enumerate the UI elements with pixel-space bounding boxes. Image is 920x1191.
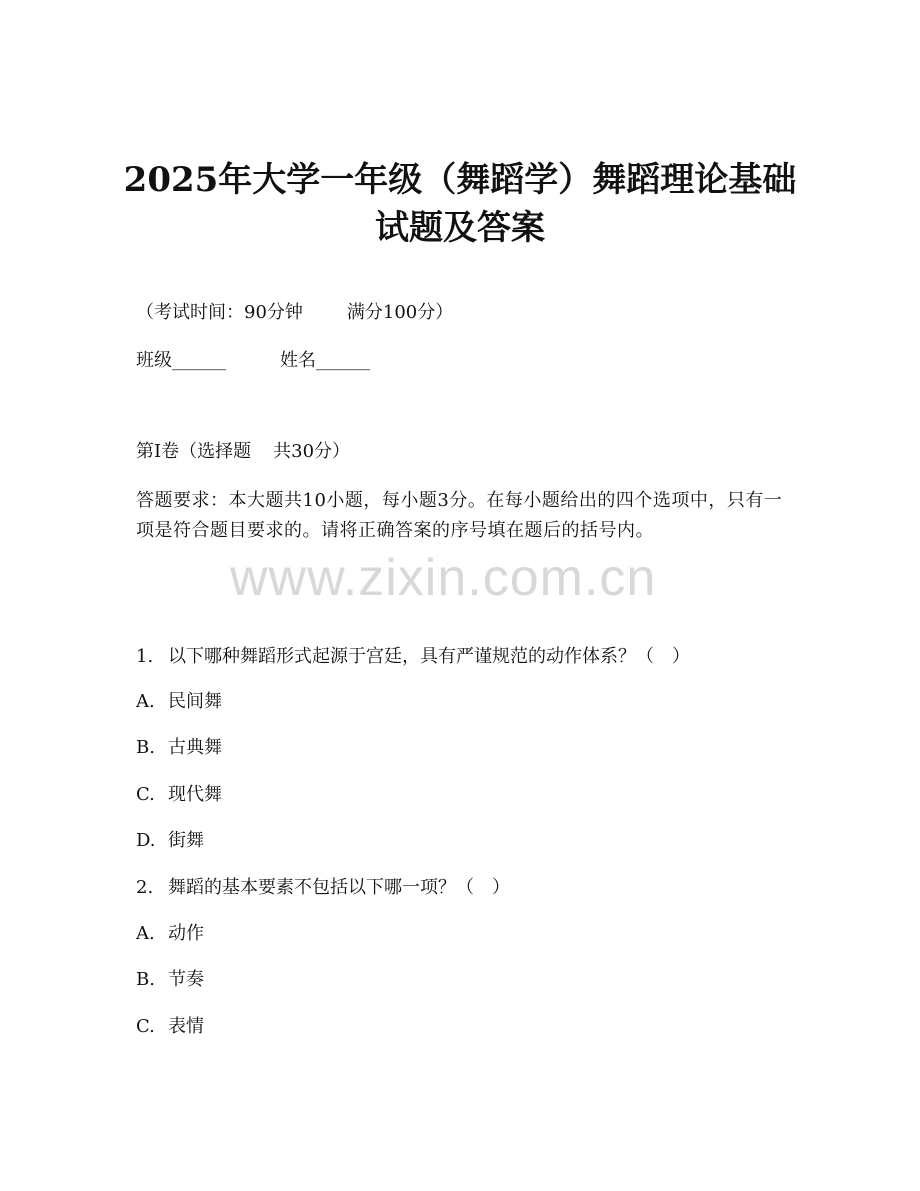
option-text: 街舞 xyxy=(168,830,204,851)
question-1 xyxy=(136,645,690,669)
option-text: 现代舞 xyxy=(168,784,222,805)
option-key: C. xyxy=(136,784,155,805)
question-2-option-c xyxy=(136,1015,204,1039)
question-2 xyxy=(136,876,510,900)
option-text: 表情 xyxy=(168,1016,204,1037)
question-1-option-c xyxy=(136,783,222,807)
class-field: 班级______ xyxy=(136,350,226,371)
section-heading xyxy=(136,440,350,464)
option-key: B. xyxy=(136,737,155,758)
question-1-option-b xyxy=(136,736,222,760)
question-2-option-a xyxy=(136,922,204,946)
watermark: www.zixin.com.cn xyxy=(230,549,657,607)
option-key: C. xyxy=(136,1016,155,1037)
option-key: B. xyxy=(136,969,155,990)
question-text: 舞蹈的基本要素不包括以下哪一项？（ ） xyxy=(168,877,510,898)
page-title-line-2: 试题及答案 xyxy=(375,208,545,248)
question-text: 以下哪种舞蹈形式起源于宫廷，具有严谨规范的动作体系？（ ） xyxy=(168,646,690,667)
option-text: 节奏 xyxy=(168,969,204,990)
option-key: A. xyxy=(136,691,155,712)
question-1-option-d xyxy=(136,829,204,853)
exam-time: （考试时间：90分钟 xyxy=(136,302,303,323)
question-1-option-a xyxy=(136,690,222,714)
name-field: 姓名______ xyxy=(280,350,370,371)
full-score: 满分100分） xyxy=(346,302,454,323)
option-key: D. xyxy=(136,830,156,851)
question-2-option-b xyxy=(136,968,204,992)
option-text: 民间舞 xyxy=(168,691,222,712)
option-text: 动作 xyxy=(168,923,204,944)
exam-info xyxy=(136,301,453,325)
question-number: 2. xyxy=(136,877,154,898)
section-title: 第Ⅰ卷（选择题 xyxy=(136,441,252,462)
option-key: A. xyxy=(136,923,155,944)
section-score: 共30分） xyxy=(273,441,351,462)
option-text: 古典舞 xyxy=(168,737,222,758)
student-info xyxy=(136,349,370,373)
instructions: 答题要求：本大题共10小题，每小题3分。在每小题给出的四个选项中，只有一项是符合题目要求的。请将正确答案的序号填在题后的括号内。 xyxy=(136,490,783,541)
question-number: 1. xyxy=(136,646,154,667)
page-title-line-1: 2025年大学一年级（舞蹈学）舞蹈理论基础 xyxy=(123,160,797,200)
